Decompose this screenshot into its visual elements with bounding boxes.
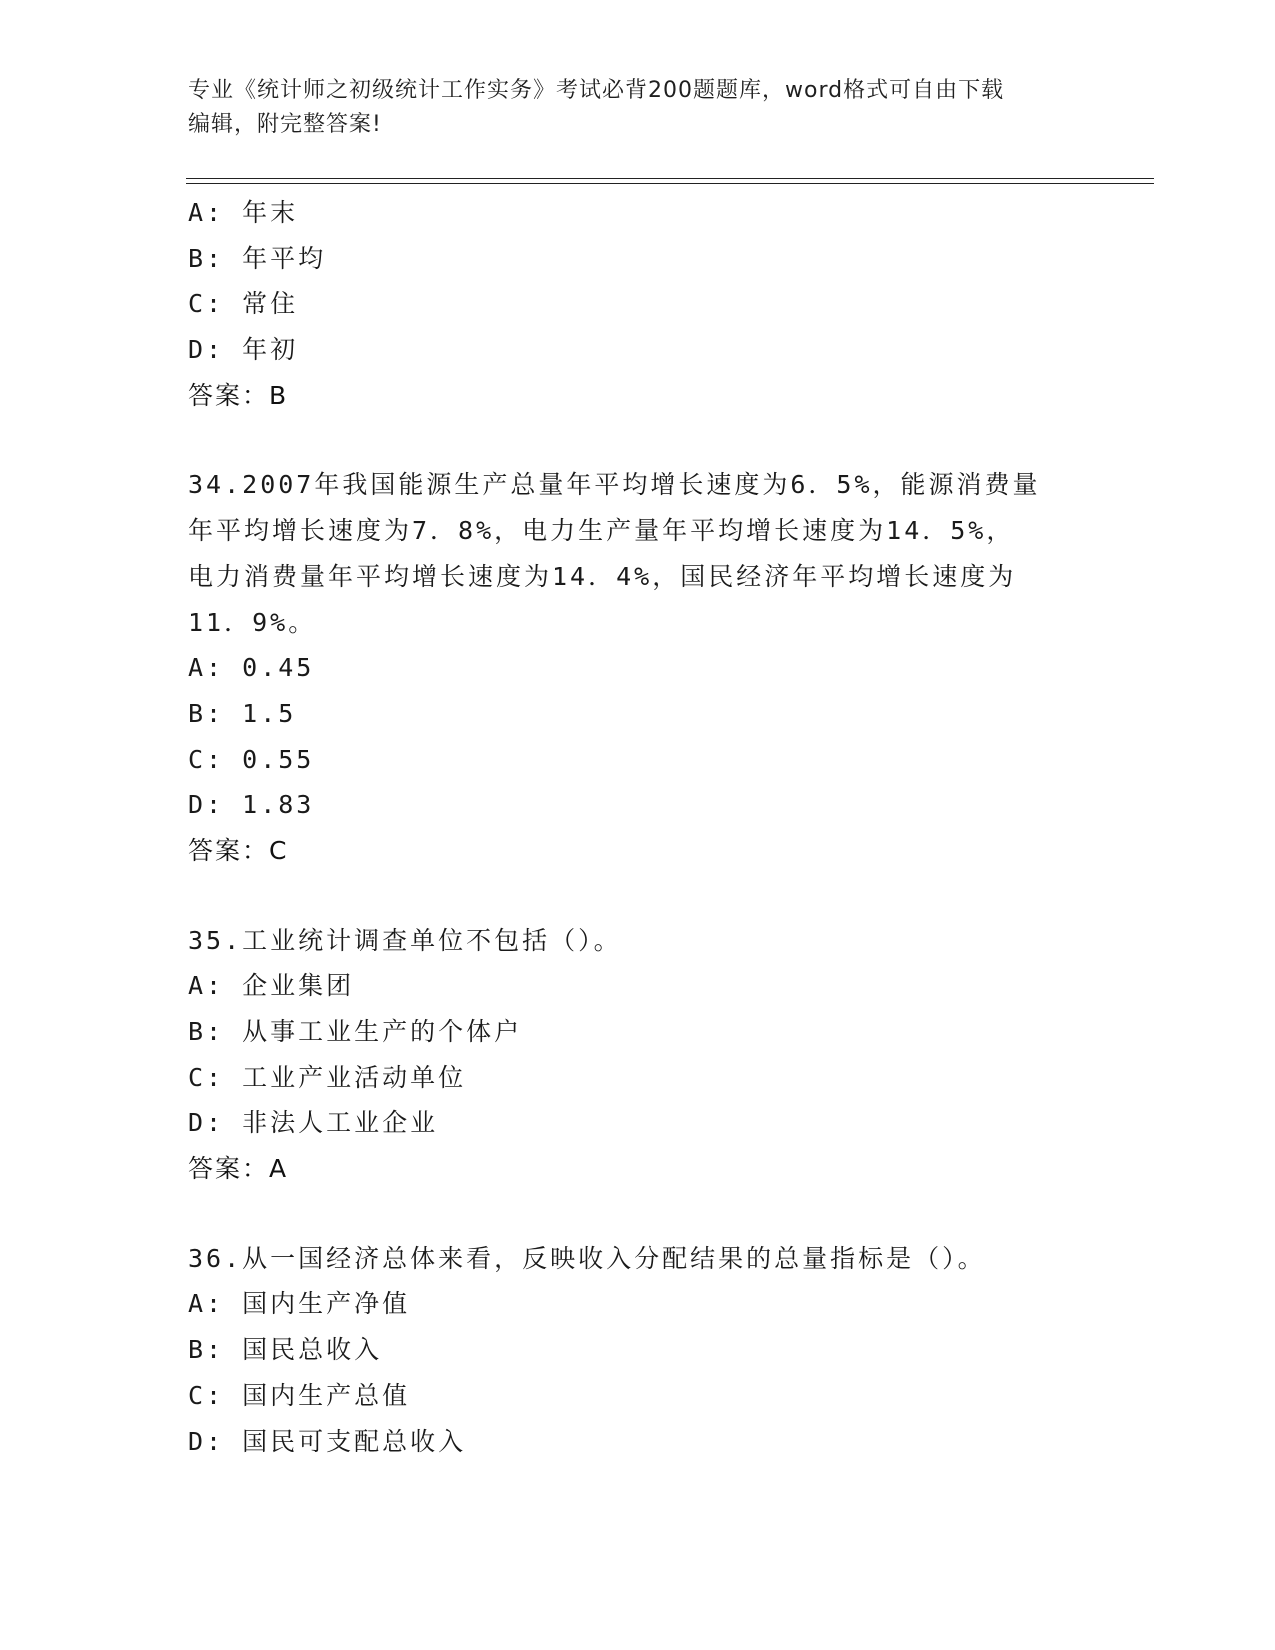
option-c: C: 0.55 (188, 744, 315, 774)
document-header (188, 74, 1068, 142)
spacer (188, 1192, 1088, 1236)
header-divider-bottom (186, 183, 1154, 184)
answer-line: 答案：A (188, 1154, 289, 1184)
option-b: B: 年平均 (188, 243, 327, 273)
option-d: D: 国民可支配总收入 (188, 1426, 467, 1456)
header-line-2: 编辑，附完整答案! (188, 112, 382, 137)
header-divider-top (186, 178, 1154, 179)
question-stem-line: 电力消费量年平均增长速度为14．4%，国民经济年平均增长速度为 (188, 561, 1017, 591)
header-line-1: 专业《统计师之初级统计工作实务》考试必背200题题库，word格式可自由下载 (188, 78, 1005, 103)
question-stem-line: 34.2007年我国能源生产总量年平均增长速度为6．5%，能源消费量 (188, 470, 1041, 500)
option-a: A: 企业集团 (188, 971, 355, 1001)
answer-line: 答案：C (188, 835, 289, 865)
question-stem-line: 11．9%。 (188, 607, 317, 637)
question-36 (188, 1236, 1088, 1464)
option-b: B: 从事工业生产的个体户 (188, 1017, 523, 1046)
option-d: D: 年初 (188, 335, 299, 365)
question-stem-line: 年平均增长速度为7．8%，电力生产量年平均增长速度为14．5%， (188, 516, 1015, 546)
option-b: B: 国民总收入 (188, 1335, 383, 1365)
question-stem-line: 36.从一国经济总体来看，反映收入分配结果的总量指标是（）。 (188, 1243, 986, 1273)
option-b: B: 1.5 (188, 698, 297, 728)
question-33 (188, 190, 1088, 418)
option-c: C: 国内生产总值 (188, 1380, 411, 1410)
option-d: D: 1.83 (188, 790, 315, 820)
question-35 (188, 918, 1088, 1192)
question-34 (188, 462, 1088, 873)
option-c: C: 常住 (188, 289, 299, 319)
question-list (188, 190, 1088, 1464)
spacer (188, 418, 1088, 462)
option-a: A: 年末 (188, 198, 299, 227)
option-a: A: 国内生产净值 (188, 1289, 411, 1319)
option-c: C: 工业产业活动单位 (188, 1062, 467, 1092)
spacer (188, 874, 1088, 918)
question-stem-line: 35.工业统计调查单位不包括（）。 (188, 925, 622, 955)
answer-line: 答案：B (188, 380, 289, 410)
option-d: D: 非法人工业企业 (188, 1108, 439, 1138)
option-a: A: 0.45 (188, 653, 315, 683)
